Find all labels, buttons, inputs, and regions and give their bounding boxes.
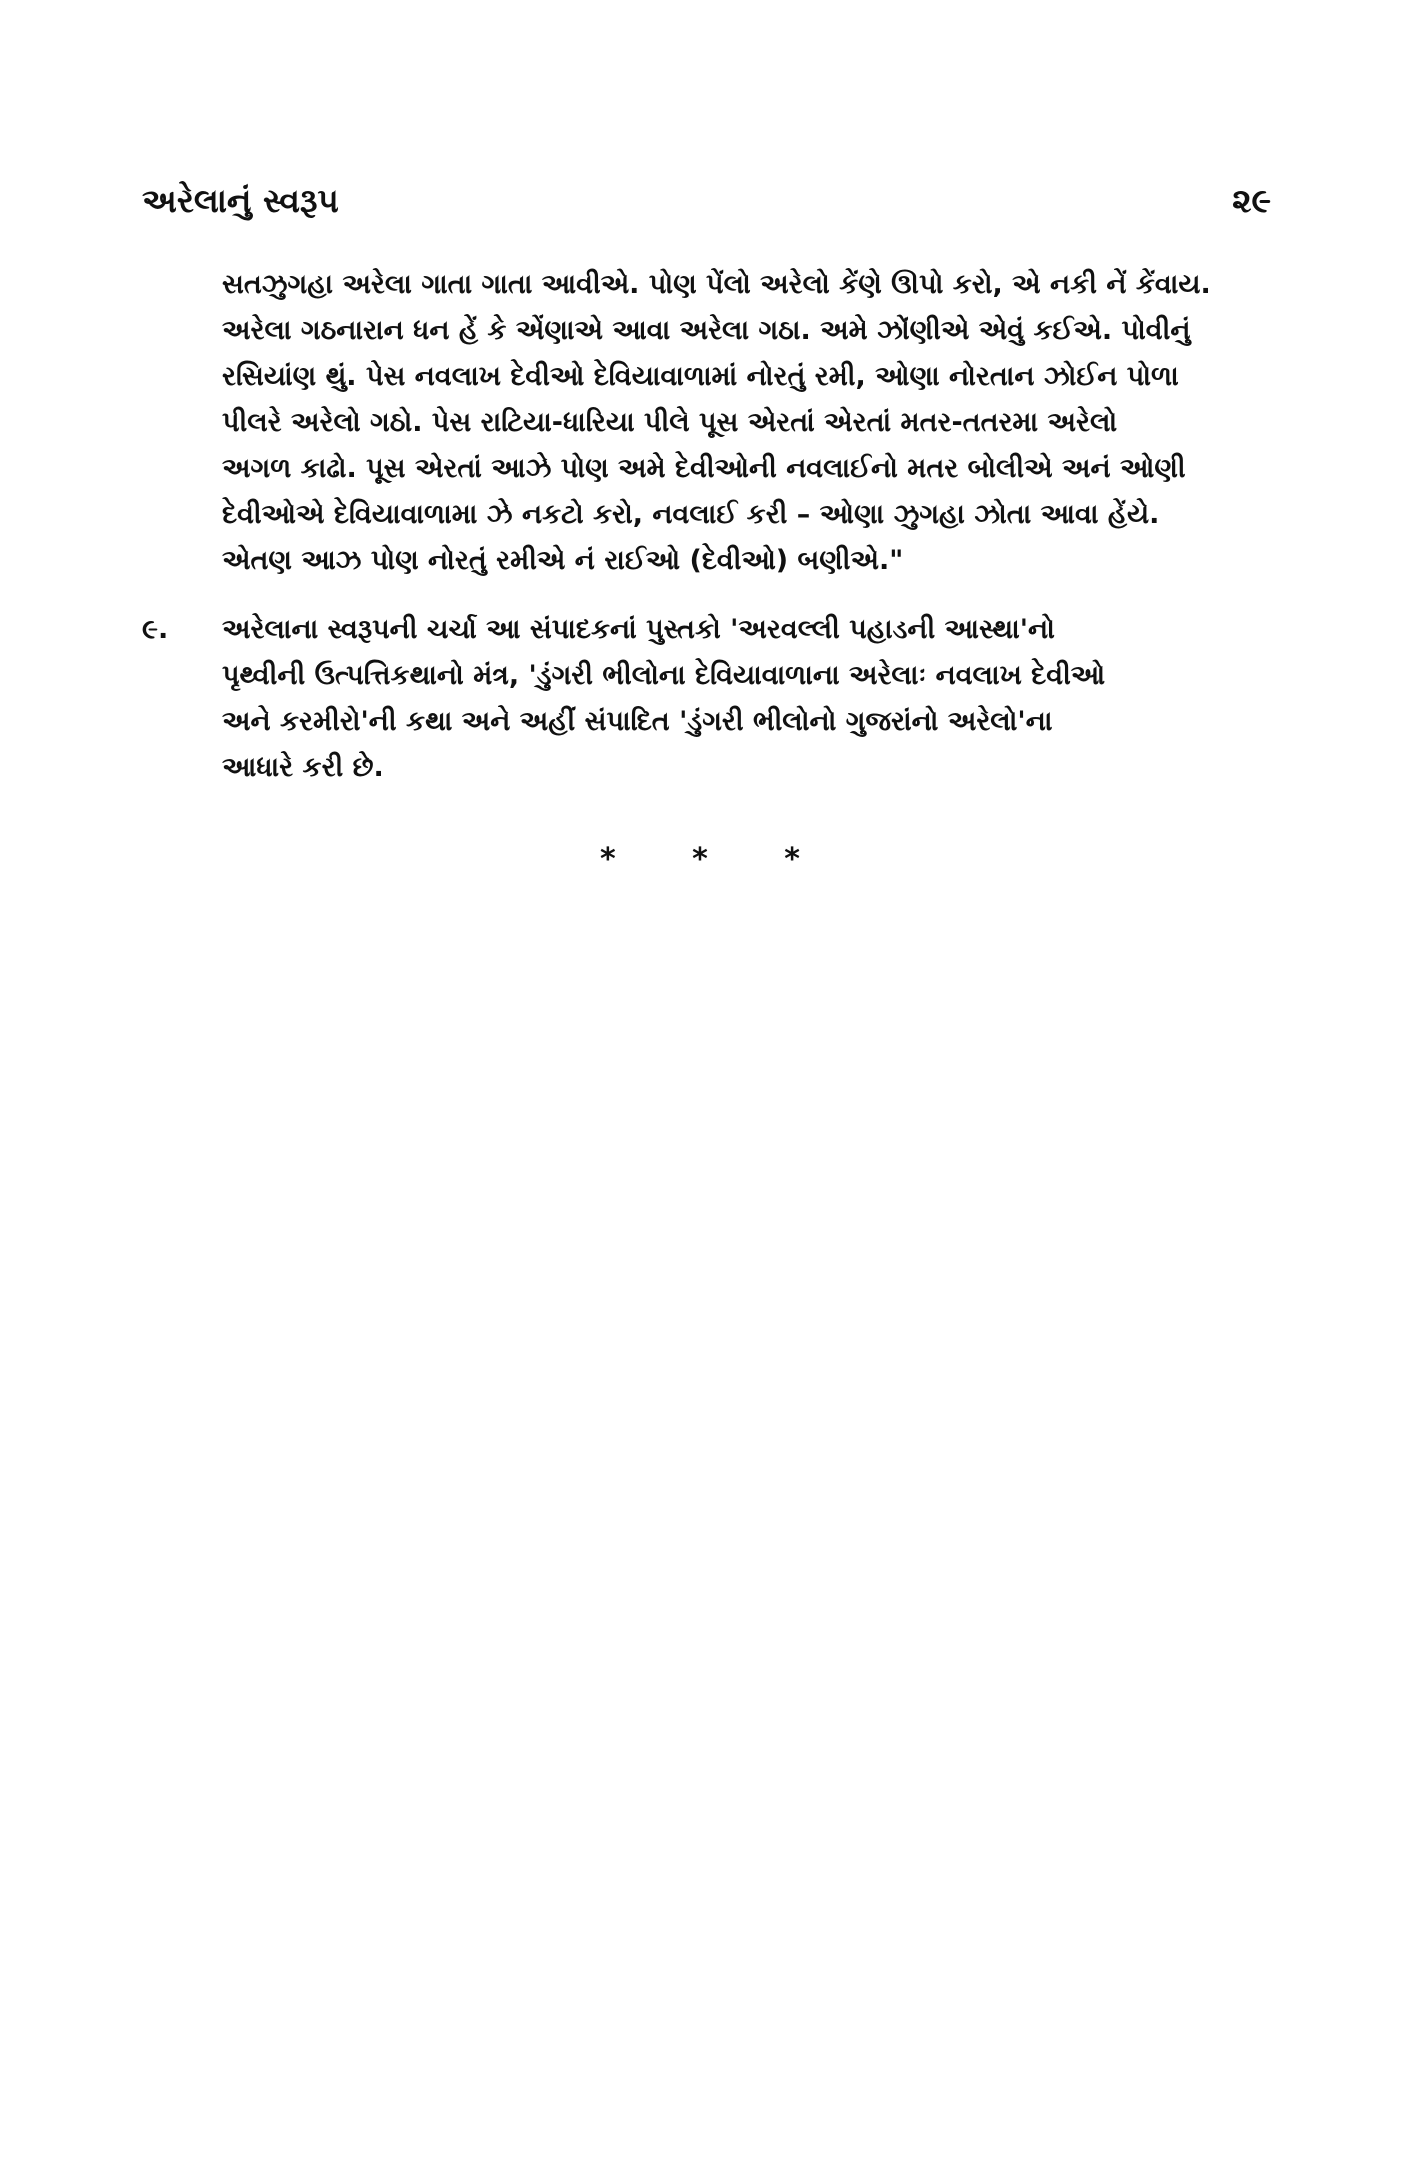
asterisk: * bbox=[600, 842, 616, 877]
footnote-number: ૯. bbox=[142, 614, 169, 645]
paragraph-line: પીલરે અરેલો ગઠો. પેસ રાટિયા-ધારિયા પીલે પૂસ એરતાં એરતાં મતર-તતરમા અરેલો bbox=[222, 407, 1118, 438]
section-break-asterisks bbox=[600, 842, 800, 877]
page-number: ૨૯ bbox=[1232, 181, 1271, 220]
footnote-line: અરેલાના સ્વરૂપની ચર્ચા આ સંપાદકનાં પુસ્તકો 'અરવલ્લી પહાડની આસ્થા'નો bbox=[222, 614, 1055, 645]
footnote-line: અને કરમીરો'ની કથા અને અહીં સંપાદિત 'ડુંગરી ભીલોનો ગુજરાંનો અરેલો'ના bbox=[222, 706, 1053, 737]
asterisk: * bbox=[784, 842, 800, 877]
running-head bbox=[142, 176, 1271, 226]
paragraph-line: અરેલા ગઠનારાન ધન હેં કે એંણાએ આવા અરેલા ગઠા. અમે ઝોંણીએ એવું કઈએ. પોવીનું bbox=[222, 315, 1191, 346]
footnote-body bbox=[222, 607, 1272, 791]
paragraph-line: સતઝુગહા અરેલા ગાતા ગાતા આવીએ. પોણ પેંલો અરેલો કેંણે ઊપો કરો, એ નકી નેં કેંવાય. bbox=[222, 269, 1211, 300]
footnote-line: આધારે કરી છે. bbox=[222, 752, 384, 783]
chapter-title: અરેલાનું સ્વરૂપ bbox=[142, 181, 339, 220]
asterisk: * bbox=[692, 842, 708, 877]
paragraph-line: રસિયાંણ થું. પેસ નવલાખ દેવીઓ દેવિયાવાળામાં નોરતું રમી, ઓણા નોરતાન ઝોઈન પોળા bbox=[222, 361, 1179, 392]
paragraph-line: દેવીઓએ દેવિયાવાળામા ઝે નકટો કરો, નવલાઈ કરી – ઓણા ઝુગહા ઝોતા આવા હેંયે. bbox=[222, 499, 1160, 530]
footnote-line: પૃથ્વીની ઉત્પત્તિકથાનો મંત્ર, 'ડુંગરી ભીલોના દેવિયાવાળાના અરેલાઃ નવલાખ દેવીઓ bbox=[222, 660, 1106, 691]
continued-paragraph bbox=[222, 262, 1272, 584]
paragraph-line: એતણ આઝ પોણ નોરતું રમીએ નં રાઈઓ (દેવીઓ) બણીએ." bbox=[222, 545, 904, 576]
paragraph-line: અગળ કાઢો. પૂસ એરતાં આઝે પોણ અમે દેવીઓની નવલાઈનો મતર બોલીએ અનં ઓણી bbox=[222, 453, 1186, 484]
